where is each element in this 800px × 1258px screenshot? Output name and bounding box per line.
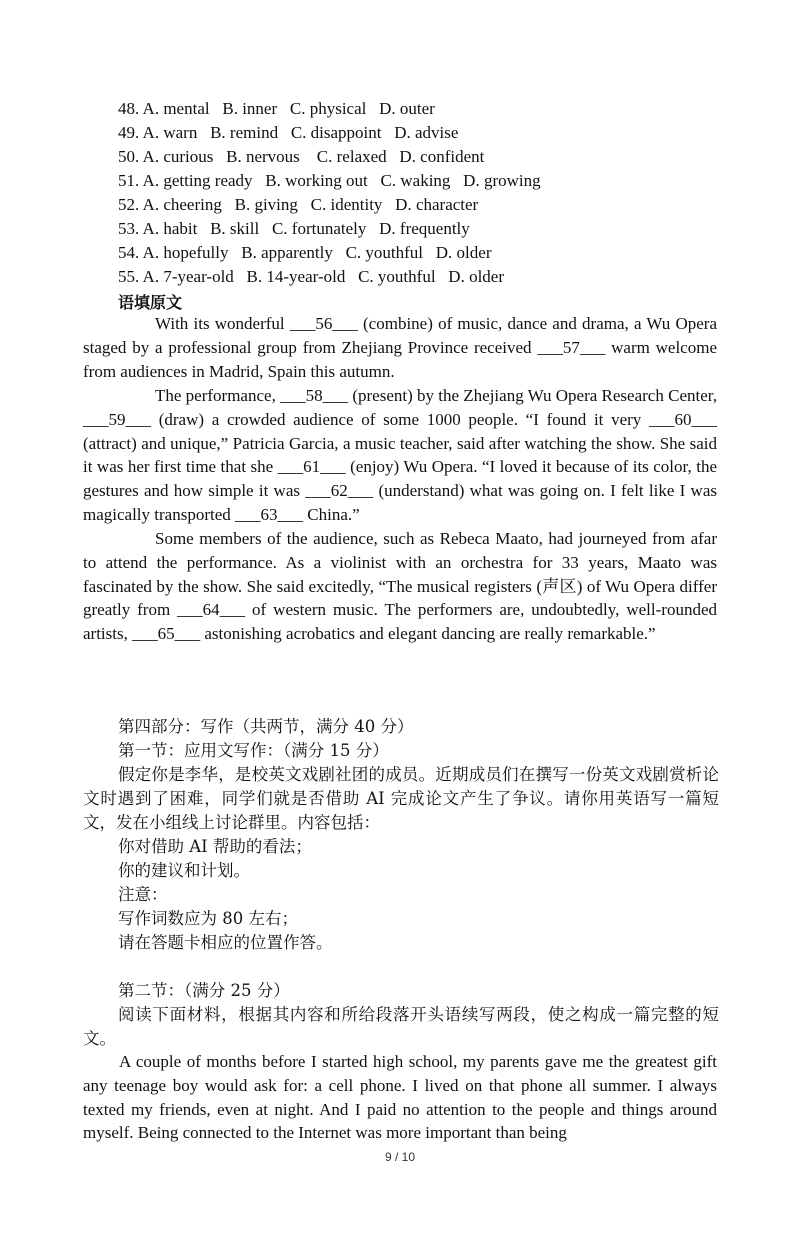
- option-line-48: 48. A. mental B. inner C. physical D. outer: [118, 99, 435, 118]
- writing-part-title: 第四部分：写作（共两节，满分 40 分）: [118, 717, 414, 736]
- section1-prompt: 假定你是李华，是校英文戏剧社团的成员。近期成员们在撰写一份英文戏剧赏析论文时遇到了困难，同学们就是否借助 AI 完成论文产生了争议。请你用英语写一篇短文，发在小组线上讨论群里。内容包括：: [83, 765, 719, 832]
- cloze-heading: 语填原文: [118, 293, 183, 312]
- option-line-54: 54. A. hopefully B. apparently C. youthful D. older: [118, 243, 492, 262]
- cloze-paragraph-3: Some members of the audience, such as Rebeca Maato, had journeyed from afar to attend the performance. As a violinist with an orchestra for 33 years, Maato was fascinated by the show. She said excitedly, “The musical registers (声区) of Wu Opera differ greatly from ___64___ of western music. The performers are, undoubtedly, well-rounded artists, ___65___ astonishing acrobatics and elegant dancing are really remarkable.”: [83, 529, 717, 644]
- option-line-51: 51. A. getting ready B. working out C. waking D. growing: [118, 171, 541, 190]
- section1-title: 第一节：应用文写作：（满分 15 分）: [118, 741, 389, 760]
- section1-point-1: 你对借助 AI 帮助的看法；: [118, 837, 312, 856]
- section1-note-2: 请在答题卡相应的位置作答。: [118, 933, 333, 952]
- story-paragraph: A couple of months before I started high school, my parents gave me the greatest gift any teenage boy would ask for: a cell phone. I lived on that phone all summer. I always texted my friends, even at night. And I paid no attention to the people and things around myself. Being connected to the Internet was more important than being: [83, 1052, 717, 1143]
- section1-point-2: 你的建议和计划。: [118, 861, 250, 880]
- option-line-52: 52. A. cheering B. giving C. identity D. character: [118, 195, 479, 214]
- option-line-49: 49. A. warn B. remind C. disappoint D. advise: [118, 123, 459, 142]
- page-number: 9 / 10: [384, 1150, 416, 1164]
- option-line-50: 50. A. curious B. nervous C. relaxed D. confident: [118, 147, 485, 166]
- section2-prompt: 阅读下面材料，根据其内容和所给段落开头语续写两段，使之构成一篇完整的短文。: [83, 1005, 719, 1048]
- section1-note-label: 注意：: [118, 885, 168, 904]
- cloze-paragraph-2: The performance, ___58___ (present) by the Zhejiang Wu Opera Research Center, ___59___ (draw) a crowded audience of some 1000 people. “I found it very ___60___ (attract) and unique,” Patricia Garcia, a music teacher, said after watching the show. She said it was her first time that she ___61___ (enjoy) Wu Opera. “I loved it because of its color, the gestures and how simple it was ___62___ (understand) what was going on. I felt like I was magically transported ___63___ China.”: [83, 386, 717, 524]
- option-line-55: 55. A. 7-year-old B. 14-year-old C. youthful D. older: [118, 267, 504, 286]
- section2-title: 第二节：（满分 25 分）: [118, 981, 290, 1000]
- cloze-paragraph-1: With its wonderful ___56___ (combine) of music, dance and drama, a Wu Opera staged by a professional group from Zhejiang Province received ___57___ warm welcome from audiences in Madrid, Spain this autumn.: [83, 314, 717, 381]
- section1-note-1: 写作词数应为 80 左右；: [118, 909, 298, 928]
- option-line-53: 53. A. habit B. skill C. fortunately D. frequently: [118, 219, 470, 238]
